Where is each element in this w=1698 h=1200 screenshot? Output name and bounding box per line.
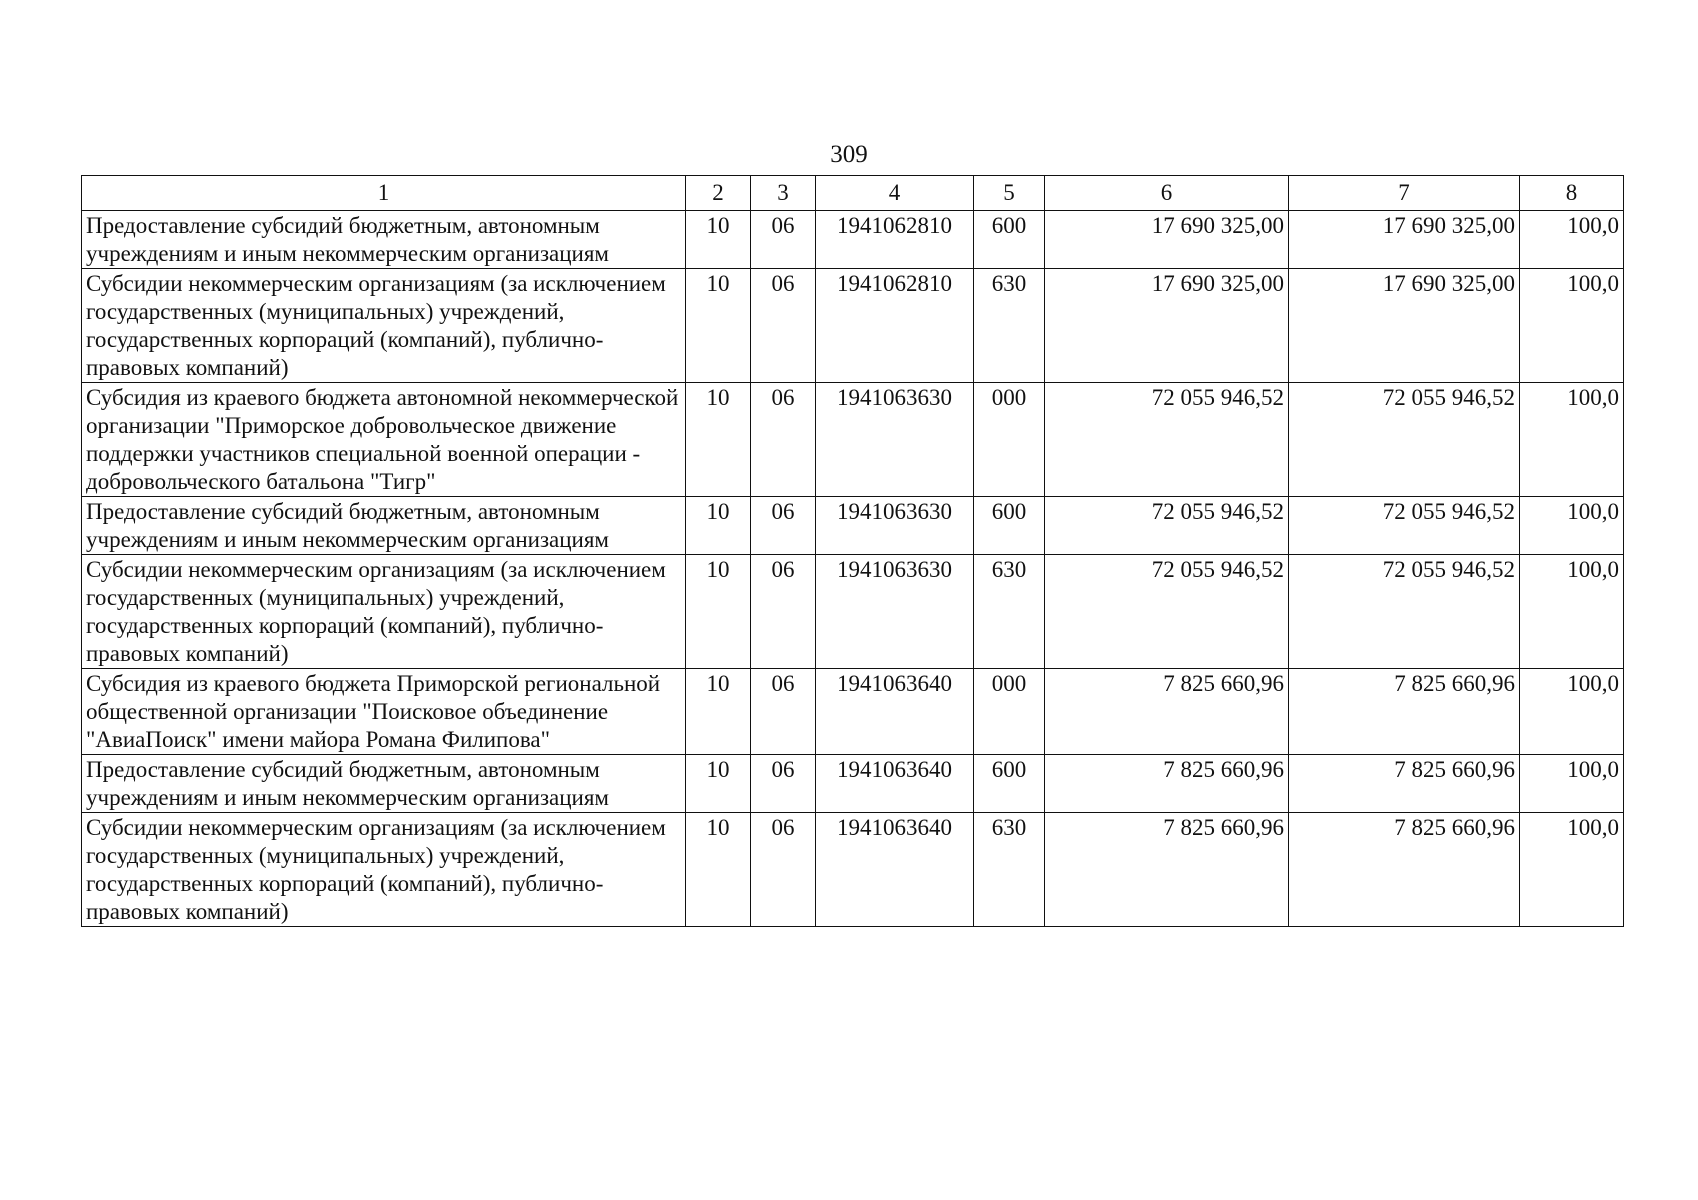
row-executed-amount: 72 055 946,52 bbox=[1289, 383, 1520, 497]
row-executed-amount: 7 825 660,96 bbox=[1289, 813, 1520, 927]
row-expense-type: 630 bbox=[974, 269, 1045, 383]
row-planned-amount: 17 690 325,00 bbox=[1045, 211, 1289, 269]
row-executed-amount: 17 690 325,00 bbox=[1289, 211, 1520, 269]
row-target-code: 1941063640 bbox=[816, 669, 974, 755]
row-subsection: 06 bbox=[751, 669, 816, 755]
row-subsection: 06 bbox=[751, 383, 816, 497]
row-planned-amount: 7 825 660,96 bbox=[1045, 813, 1289, 927]
row-executed-amount: 7 825 660,96 bbox=[1289, 669, 1520, 755]
table-row bbox=[82, 813, 1624, 927]
row-section: 10 bbox=[686, 555, 751, 669]
row-section: 10 bbox=[686, 669, 751, 755]
page-number: 309 bbox=[830, 141, 868, 168]
row-section: 10 bbox=[686, 211, 751, 269]
row-target-code: 1941062810 bbox=[816, 269, 974, 383]
row-target-code: 1941063630 bbox=[816, 555, 974, 669]
row-target-code: 1941063640 bbox=[816, 755, 974, 813]
row-expense-type: 600 bbox=[974, 211, 1045, 269]
row-section: 10 bbox=[686, 755, 751, 813]
row-planned-amount: 17 690 325,00 bbox=[1045, 269, 1289, 383]
table-row bbox=[82, 555, 1624, 669]
row-planned-amount: 7 825 660,96 bbox=[1045, 755, 1289, 813]
row-section: 10 bbox=[686, 269, 751, 383]
row-expense-type: 630 bbox=[974, 813, 1045, 927]
row-executed-amount: 7 825 660,96 bbox=[1289, 755, 1520, 813]
column-header: 4 bbox=[816, 176, 974, 211]
table-row bbox=[82, 669, 1624, 755]
row-executed-amount: 72 055 946,52 bbox=[1289, 555, 1520, 669]
table-row bbox=[82, 211, 1624, 269]
row-expense-type: 000 bbox=[974, 383, 1045, 497]
row-subsection: 06 bbox=[751, 269, 816, 383]
column-header: 7 bbox=[1289, 176, 1520, 211]
row-planned-amount: 72 055 946,52 bbox=[1045, 497, 1289, 555]
row-subsection: 06 bbox=[751, 813, 816, 927]
row-name: Субсидии некоммерческим организациям (за исключением государственных (муниципальных) учреждений, государственных корпораций (компаний), публично-правовых компаний) bbox=[82, 813, 686, 927]
row-target-code: 1941063640 bbox=[816, 813, 974, 927]
row-subsection: 06 bbox=[751, 211, 816, 269]
row-name: Субсидии некоммерческим организациям (за исключением государственных (муниципальных) учреждений, государственных корпораций (компаний), публично-правовых компаний) bbox=[82, 555, 686, 669]
column-header: 3 bbox=[751, 176, 816, 211]
column-header: 5 bbox=[974, 176, 1045, 211]
row-section: 10 bbox=[686, 383, 751, 497]
column-header: 2 bbox=[686, 176, 751, 211]
row-target-code: 1941063630 bbox=[816, 383, 974, 497]
budget-table bbox=[81, 175, 1624, 927]
row-expense-type: 000 bbox=[974, 669, 1045, 755]
row-percent: 100,0 bbox=[1520, 555, 1624, 669]
row-expense-type: 630 bbox=[974, 555, 1045, 669]
table-row bbox=[82, 755, 1624, 813]
row-percent: 100,0 bbox=[1520, 669, 1624, 755]
row-name: Предоставление субсидий бюджетным, автономным учреждениям и иным некоммерческим организациям bbox=[82, 211, 686, 269]
row-name: Субсидии некоммерческим организациям (за исключением государственных (муниципальных) учреждений, государственных корпораций (компаний), публично-правовых компаний) bbox=[82, 269, 686, 383]
column-header: 1 bbox=[82, 176, 686, 211]
table-row bbox=[82, 383, 1624, 497]
row-percent: 100,0 bbox=[1520, 383, 1624, 497]
row-executed-amount: 17 690 325,00 bbox=[1289, 269, 1520, 383]
row-target-code: 1941063630 bbox=[816, 497, 974, 555]
row-percent: 100,0 bbox=[1520, 813, 1624, 927]
header-row bbox=[82, 176, 1624, 211]
row-subsection: 06 bbox=[751, 755, 816, 813]
row-planned-amount: 72 055 946,52 bbox=[1045, 555, 1289, 669]
row-percent: 100,0 bbox=[1520, 755, 1624, 813]
row-percent: 100,0 bbox=[1520, 269, 1624, 383]
row-target-code: 1941062810 bbox=[816, 211, 974, 269]
row-percent: 100,0 bbox=[1520, 497, 1624, 555]
column-header: 8 bbox=[1520, 176, 1624, 211]
table-row bbox=[82, 269, 1624, 383]
row-executed-amount: 72 055 946,52 bbox=[1289, 497, 1520, 555]
row-name: Предоставление субсидий бюджетным, автономным учреждениям и иным некоммерческим организациям bbox=[82, 755, 686, 813]
row-subsection: 06 bbox=[751, 555, 816, 669]
row-name: Предоставление субсидий бюджетным, автономным учреждениям и иным некоммерческим организациям bbox=[82, 497, 686, 555]
row-subsection: 06 bbox=[751, 497, 816, 555]
row-planned-amount: 72 055 946,52 bbox=[1045, 383, 1289, 497]
row-name: Субсидия из краевого бюджета автономной некоммерческой организации "Приморское добровольческое движение поддержки участников специальной военной операции - добровольческого батальона "Тигр" bbox=[82, 383, 686, 497]
row-section: 10 bbox=[686, 813, 751, 927]
table-row bbox=[82, 497, 1624, 555]
row-expense-type: 600 bbox=[974, 497, 1045, 555]
row-percent: 100,0 bbox=[1520, 211, 1624, 269]
row-section: 10 bbox=[686, 497, 751, 555]
column-header: 6 bbox=[1045, 176, 1289, 211]
row-name: Субсидия из краевого бюджета Приморской региональной общественной организации "Поисковое объединение "АвиаПоиск" имени майора Романа Филипова" bbox=[82, 669, 686, 755]
row-expense-type: 600 bbox=[974, 755, 1045, 813]
row-planned-amount: 7 825 660,96 bbox=[1045, 669, 1289, 755]
